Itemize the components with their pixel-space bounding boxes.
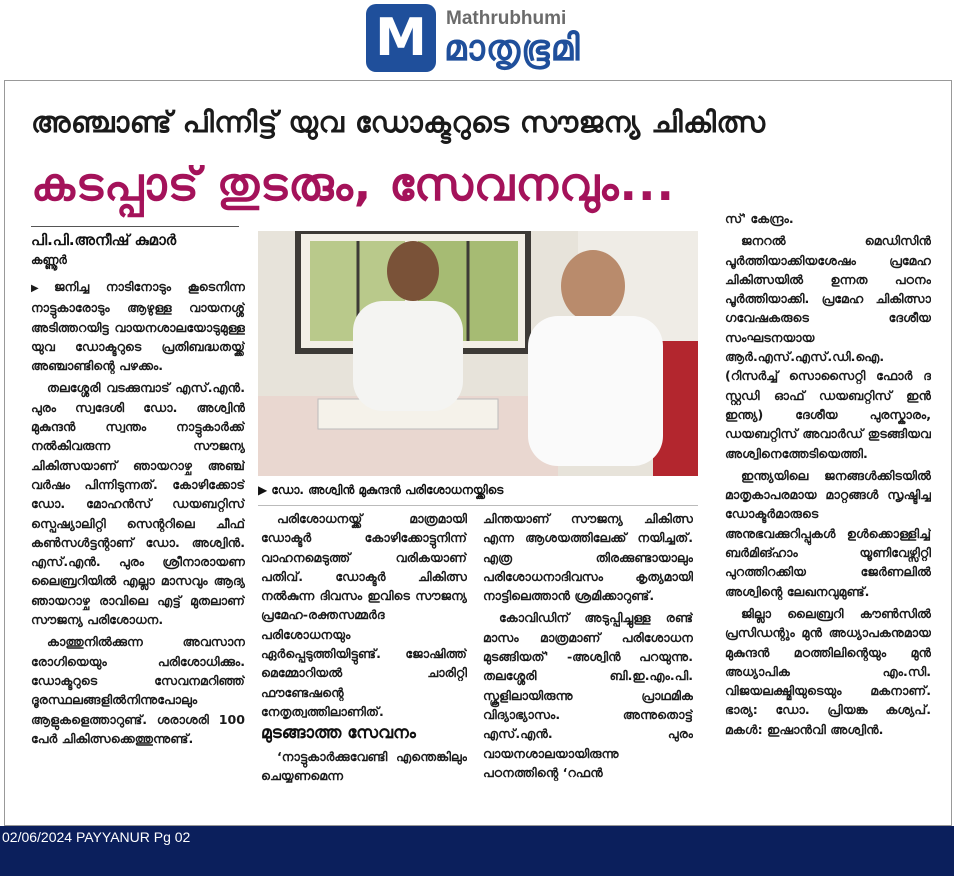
caption-divider [258, 505, 698, 506]
mathrubhumi-logo-icon: M [366, 4, 436, 72]
article-dateline-place: കണ്ണൂർ [31, 253, 67, 267]
paragraph: തലശ്ശേരി വടക്കുമ്പാട് എസ്.എൻ. പുരം സ്വദേശി ഡോ. അശ്വിൻ മുകുന്ദൻ സ്വന്തം നാട്ടുകാർക്ക് നൽകിവരുന്ന സൗജന്യ ചികിത്സയാണ് ഞായറാഴ്ച അഞ്ച് വർഷം പിന്നിടുന്നത്. കോഴിക്കോട് ഡോ. മോഹൻസ് ഡയബറ്റിസ് സ്പെഷ്യാലിറ്റി സെന്ററിലെ ചീഫ് കൺസൾട്ടന്റാണ് ഡോ. അശ്വിൻ. എസ്.എൻ. പുരം ശ്രീനാരായണ ലൈബ്രറിയിൽ എല്ലാ മാസവും ആദ്യ ഞായറാഴ്ച രാവിലെ എട്ട് മുതലാണ് സൗജന്യ പരിശോധന. [31, 380, 245, 628]
newspaper-clipping [4, 80, 952, 826]
paragraph [31, 277, 245, 375]
article-kicker: അഞ്ചാണ്ട് പിന്നിട്ട് യുവ ഡോക്ടറുടെ സൗജന്യ ചികിത്സ [31, 105, 766, 139]
photo-caption [258, 483, 698, 498]
masthead-name-malayalam: മാതൃഭൂമി [444, 28, 581, 69]
paragraph: പരിശോധനയ്ക്ക് മാത്രമായി ഡോക്ടർ കോഴിക്കോട്ടുനിന്ന് വാഹനമെടുത്ത് വരികയാണ് പതിവ്. ഡോക്ടർ ചികിത്സ നൽകുന്ന ദിവസം ഇവിടെ സൗജന്യ പ്രമേഹ-രക്തസമ്മർദ പരിശോധനയും ഏർപ്പെടുത്തിയിട്ടുണ്ട്. ജോഷിത്ത് മെമ്മോറിയൽ ചാരിറ്റി ഫൗണ്ടേഷന്റെ നേതൃത്വത്തിലാണിത്. [261, 511, 467, 719]
doctor-consultation-photo [258, 231, 698, 476]
article-headline: കടപ്പാട് തുടരും, സേവനവും... [31, 157, 675, 211]
masthead [0, 0, 954, 78]
paragraph: കാത്തുനിൽക്കുന്ന അവസാന രോഗിയെയും പരിശോധിക്കും. ഡോക്ടറുടെ സേവനമറിഞ്ഞ് ദൂരസ്ഥലങ്ങളിൽനിന്നുപോലും ആളുകളെത്താറുണ്ട്. ശരാശരി 100 പേർ ചികിത്സക്കെത്തുന്നുണ്ട്. [31, 634, 245, 746]
paragraph: കോവിഡിന് അടുപ്പിച്ചുള്ള രണ്ട് മാസം മാത്രമാണ് പരിശോധന മുടങ്ങിയത്' -അശ്വിൻ പറയുന്നു. തലശ്ശേരി ബി.ഇ.എം.പി. സ്കൂളിലായിരുന്നു പ്രാഥമിക വിദ്യാഭ്യാസം. അന്നുതൊട്ട് എസ്.എൻ. പുരം വായനശാലയായിരുന്നു പഠനത്തിന്റെ ‘റഫൻ [483, 610, 693, 780]
edition-label: 02/06/2024 PAYYANUR Pg 02 [2, 829, 191, 845]
edition-footer [0, 826, 954, 876]
article-column-1 [31, 277, 245, 797]
article-photo [258, 231, 698, 476]
paragraph: ജനറൽ മെഡിസിൻ പൂർത്തിയാക്കിയശേഷം പ്രമേഹ ചികിത്സയിൽ ഉന്നത പഠനം പൂർത്തിയാക്കി. പ്രമേഹ ചികിത്സാ ഗവേഷകരുടെ ദേശീയ സംഘടനയായ ആർ.എസ്.എസ്.ഡി.ഐ. (റിസർച്ച് സൊസൈറ്റി ഫോർ ദ സ്റ്റഡി ഓഫ് ഡയബറ്റിസ് ഇൻ ഇന്ത്യ) ദേശീയ പുരസ്കാരം, ഡയബറ്റിസ് അവാർഡ് തുടങ്ങിയവ അശ്വിനെത്തേടിയെത്തി. [725, 233, 931, 461]
article-column-4 [725, 209, 931, 809]
paragraph: ഇന്ത്യയിലെ ജനങ്ങൾക്കിടയിൽ മാതൃകാപരമായ മാറ്റങ്ങൾ സൃഷ്ടിച്ച ഡോക്ടർമാരുടെ അനുഭവക്കുറിപ്പുകൾ ഉൾക്കൊള്ളിച്ച് ബർമിങ്ഹാം യൂണിവേഴ്സിറ്റി പുറത്തിറക്കിയ ജേർണലിൽ അശ്വിന്റെ ലേഖനവുമുണ്ട്. [725, 467, 931, 599]
photo-caption-text: ഡോ. അശ്വിൻ മുകുന്ദൻ പരിശോധനയ്ക്കിടെ [271, 483, 504, 497]
paragraph: ‘നാട്ടുകാർക്കുവേണ്ടി എന്തെങ്കിലും ചെയ്യണമെന്ന [261, 748, 467, 783]
article-column-2 [261, 509, 467, 809]
article-subheading: മുടങ്ങാത്ത സേവനം [261, 723, 416, 744]
paragraph: സ്' കേന്ദ്രം. [725, 211, 794, 226]
article-column-3 [483, 509, 693, 809]
play-bullet-icon: ▶ [258, 483, 272, 497]
article-byline: പി.പി.അനീഷ് കുമാർ [31, 231, 177, 249]
paragraph-text: ജനിച്ച നാടിനോടും കൂടെനിന്ന നാട്ടുകാരോടും ആഴുള്ള വായനശ്ശ് അടിത്തറയിട്ട വായനശാലയോടുമുള്ള യുവ ഡോക്ടറുടെ പ്രതിബദ്ധതയ്ക്ക് അഞ്ചാണ്ടിന്റെ പഴക്കം. [31, 279, 245, 374]
play-bullet-icon: ▶ [31, 283, 51, 294]
paragraph: ജില്ലാ ലൈബ്രറി കൗൺസിൽ പ്രസിഡന്റും മുൻ അധ്യാപകനുമായ മുകുന്ദൻ മഠത്തിലിന്റെയും മുൻ അധ്യാപിക എം.സി. വിജയലക്ഷ്മിയുടെയും മകനാണ്. ഭാര്യ: ഡോ. പ്രിയങ്ക കശ്യപ്. മകൾ: ഇഷാൻവി അശ്വിൻ. [725, 605, 931, 737]
masthead-name-english: Mathrubhumi [446, 8, 567, 29]
byline-divider [31, 226, 239, 227]
paragraph: ചിന്തയാണ് സൗജന്യ ചികിത്സ എന്ന ആശയത്തിലേക്ക് നയിച്ചത്. എത്ര തിരക്കുണ്ടായാലും പരിശോധനാദിവസം കൃത്യമായി നാട്ടിലെത്താൻ ശ്രമിക്കാറുണ്ട്. [483, 511, 693, 604]
